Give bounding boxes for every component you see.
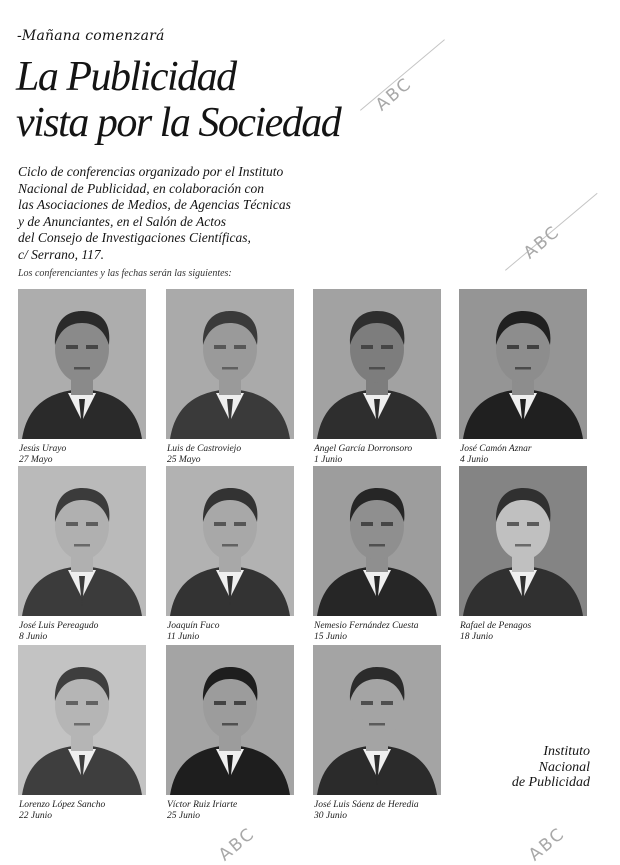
photo-mouth <box>74 544 90 547</box>
portrait-photo <box>313 645 441 795</box>
photo-eye <box>381 345 393 349</box>
portrait-card <box>313 289 441 465</box>
photo-eye <box>86 522 98 526</box>
intro-line: Ciclo de conferencias organizado por el Instituto <box>18 164 284 179</box>
portrait-card <box>313 645 441 821</box>
photo-eye <box>507 522 519 526</box>
photo-mouth <box>222 723 238 726</box>
portrait-photo <box>313 289 441 439</box>
portrait-card <box>166 289 294 465</box>
photo-eye <box>66 345 78 349</box>
portrait-date: 1 Junio <box>314 455 343 465</box>
photo-eye <box>234 345 246 349</box>
watermark-abc: ABC <box>525 823 570 865</box>
portrait-name: Angel García Dorronsoro <box>314 444 413 454</box>
title-line-2: vista por la Sociedad <box>16 100 341 146</box>
photo-eye <box>361 701 373 705</box>
photo-eye <box>381 522 393 526</box>
portrait-name: Jesús Urayo <box>19 444 67 454</box>
portrait-name: Nemesio Fernández Cuesta <box>314 621 419 631</box>
portrait-card <box>166 466 294 642</box>
portrait-card <box>18 289 146 465</box>
portrait-photo <box>166 645 294 795</box>
photo-mouth <box>222 544 238 547</box>
institute-line: Nacional <box>538 759 590 775</box>
portrait-card <box>166 645 294 821</box>
portrait-name: Luis de Castroviejo <box>167 444 242 454</box>
lecturers-note: Los conferenciantes y las fechas serán las siguientes: <box>18 268 232 279</box>
watermark-abc: ABC <box>215 823 260 865</box>
portrait-date: 25 Mayo <box>167 455 201 465</box>
portrait-date: 30 Junio <box>314 811 347 821</box>
intro-line: Nacional de Publicidad, en colaboración con <box>18 180 264 196</box>
photo-eye <box>86 345 98 349</box>
portrait-card <box>313 466 441 642</box>
photo-mouth <box>74 723 90 726</box>
photo-eye <box>66 522 78 526</box>
photo-eye <box>214 345 226 349</box>
portrait-name: Joaquín Fuco <box>167 621 220 631</box>
portrait-date: 15 Junio <box>314 632 347 642</box>
intro-line: las Asociaciones de Medios, de Agencias Técnicas <box>18 197 291 212</box>
portrait-card <box>459 466 587 642</box>
portrait-name: Lorenzo López Sancho <box>19 800 106 810</box>
portrait-name: José Camón Aznar <box>460 444 532 454</box>
institute-signature <box>512 744 590 791</box>
page-title <box>16 54 340 146</box>
portrait-date: 18 Junio <box>460 632 493 642</box>
portrait-card <box>18 645 146 821</box>
portrait-name: Víctor Ruiz Iriarte <box>167 800 238 810</box>
portrait-photo <box>18 645 146 795</box>
watermark-abc: ABC <box>520 221 565 264</box>
photo-eye <box>86 701 98 705</box>
photo-eye <box>527 522 539 526</box>
photo-eye <box>381 701 393 705</box>
portrait-photo <box>18 289 146 439</box>
institute-line: Instituto <box>543 744 590 759</box>
institute-line: de Publicidad <box>511 775 590 790</box>
photo-mouth <box>369 723 385 726</box>
photo-eye <box>66 701 78 705</box>
portrait-name: José Luis Pereagudo <box>19 621 99 631</box>
intro-line: del Consejo de Investigaciones Científicas, <box>18 230 251 245</box>
photo-eye <box>234 701 246 705</box>
photo-mouth <box>515 544 531 547</box>
photo-eye <box>507 345 519 349</box>
portrait-date: 22 Junio <box>19 811 52 821</box>
portrait-name: José Luis Sáenz de Heredia <box>314 800 419 810</box>
portrait-photo <box>166 289 294 439</box>
intro-line: c/ Serrano, 117. <box>18 246 104 262</box>
photo-eye <box>527 345 539 349</box>
portrait-name: Rafael de Penagos <box>460 621 532 631</box>
photo-eye <box>361 522 373 526</box>
portrait-date: 8 Junio <box>19 632 48 642</box>
photo-mouth <box>222 367 238 370</box>
photo-mouth <box>74 367 90 370</box>
portrait-card <box>18 466 146 642</box>
watermark-abc: ABC <box>372 73 417 116</box>
photo-eye <box>234 522 246 526</box>
portrait-card <box>459 289 587 465</box>
photo-eye <box>214 522 226 526</box>
portrait-date: 25 Junio <box>167 811 200 821</box>
intro-paragraph <box>18 164 378 263</box>
title-line-1: La Publicidad <box>16 54 236 100</box>
portrait-photo <box>18 466 146 616</box>
photo-eye <box>214 701 226 705</box>
kicker: -Mañana comenzará <box>17 28 165 44</box>
photo-eye <box>361 345 373 349</box>
portrait-date: 4 Junio <box>460 455 489 465</box>
portrait-photo <box>459 289 587 439</box>
portrait-photo <box>166 466 294 616</box>
photo-mouth <box>369 367 385 370</box>
photo-mouth <box>515 367 531 370</box>
portrait-date: 11 Junio <box>167 632 200 642</box>
portrait-photo <box>459 466 587 616</box>
portrait-photo <box>313 466 441 616</box>
intro-line: y de Anunciantes, en el Salón de Actos <box>18 213 226 229</box>
photo-mouth <box>369 544 385 547</box>
portrait-date: 27 Mayo <box>19 455 53 465</box>
